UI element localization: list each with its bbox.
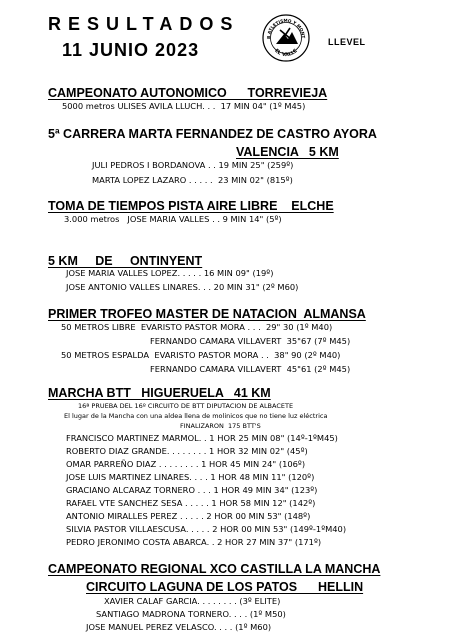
result-line: SILVIA PASTOR VILLAESCUSA. . . . . 2 HOR 00 MIN 53" (149º-1ºM40)	[66, 524, 347, 534]
result-line: JOSE MARIA VALLES LOPEZ. . . . . 16 MIN 09" (19º)	[66, 268, 274, 278]
page-title: RESULTADOS	[48, 14, 240, 34]
result-line: JOSE MANUEL PEREZ VELASCO. . . . (1º M60)	[86, 622, 272, 632]
result-line: XAVIER CALAF GARCIA. . . . . . . . (3º ELITE)	[104, 596, 281, 606]
result-line: RAFAEL VTE SANCHEZ SESA . . . . . 1 HOR 58 MIN 12" (142º)	[66, 498, 316, 508]
result-line: FERNANDO CAMARA VILLAVERT 35"67 (7º M45)	[150, 336, 351, 346]
result-line: OMAR PARREÑO DIAZ . . . . . . . . 1 HOR 45 MIN 24" (106º)	[66, 459, 306, 469]
section-subtitle: CIRCUITO LAGUNA DE LOS PATOS HELLIN	[86, 580, 364, 594]
section-title: MARCHA BTT HIGUERUELA 41 KM	[48, 386, 271, 400]
event-note: FINALIZARON 175 BTT'S	[180, 422, 261, 430]
result-line: FERNANDO CAMARA VILLAVERT 45"61 (2º M45)	[150, 364, 351, 374]
section-subtitle: VALENCIA 5 KM	[236, 145, 339, 159]
result-line: GRACIANO ALCARAZ TORNERO . . . 1 HOR 49 MIN 34" (123º)	[66, 485, 318, 495]
result-line: 50 METROS ESPALDA EVARISTO PASTOR MORA . . 38" 90 (2º M40)	[61, 350, 341, 360]
page-date: 11 JUNIO 2023	[62, 40, 200, 60]
section-title: 5ª CARRERA MARTA FERNANDEZ DE CASTRO AYORA	[48, 127, 377, 141]
result-line: 5000 metros ULISES AVILA LLUCH. . . 17 MIN 04" (1º M45)	[62, 101, 306, 111]
event-note: El lugar de la Mancha con una aldea llena de molinicos que no tiene luz eléctrica	[64, 412, 328, 420]
section-title: PRIMER TROFEO MASTER DE NATACION ALMANSA	[48, 307, 366, 321]
result-line: SANTIAGO MADRONA TORNERO. . . . (1º M50)	[96, 609, 286, 619]
result-line: JULI PEDROS I BORDANOVA . . 19 MIN 25" (259º)	[92, 160, 294, 170]
club-logo-text: B ATLETISMO Y MONT	[265, 17, 307, 40]
section-title: CAMPEONATO AUTONOMICO TORREVIEJA	[48, 86, 328, 100]
result-line: JOSE LUIS MARTINEZ LINARES. . . . 1 HOR 48 MIN 11" (120º)	[66, 472, 315, 482]
result-line: ROBERTO DIAZ GRANDE. . . . . . . . 1 HOR 32 MIN 02" (45º)	[66, 446, 308, 456]
result-line: 3.000 metros JOSE MARIA VALLES . . 9 MIN 14" (5º)	[64, 214, 282, 224]
result-line: ANTONIO MIRALLES PEREZ . . . . . 2 HOR 00 MIN 53" (148º)	[66, 511, 311, 521]
result-line: PEDRO JERONIMO COSTA ABARCA. . 2 HOR 27 MIN 37" (171º)	[66, 537, 322, 547]
result-line: FRANCISCO MARTINEZ MARMOL. . 1 HOR 25 MIN 08" (14º-1ºM45)	[66, 433, 338, 443]
brand-logo-text: LLEVEL	[328, 37, 366, 47]
result-line: JOSE ANTONIO VALLES LINARES. . . 20 MIN 31" (2º M60)	[66, 282, 299, 292]
section-title: 5 KM DE ONTINYENT	[48, 254, 203, 268]
brand-logo	[328, 37, 366, 47]
result-line: 50 METROS LIBRE EVARISTO PASTOR MORA . . . 29" 30 (1º M40)	[61, 322, 333, 332]
club-logo-icon	[262, 14, 310, 62]
event-note: 16ª PRUEBA DEL 16º CIRCUITO DE BTT DIPUTACION DE ALBACETE	[78, 402, 294, 410]
section-title: TOMA DE TIEMPOS PISTA AIRE LIBRE ELCHE	[48, 199, 334, 213]
club-logo-name: EL VALLE	[273, 47, 299, 59]
result-line: MARTA LOPEZ LAZARO . . . . . 23 MIN 02" (815º)	[92, 175, 293, 185]
svg-text:EL VALLE	[273, 48, 299, 59]
section-title: CAMPEONATO REGIONAL XCO CASTILLA LA MANCHA	[48, 562, 381, 576]
